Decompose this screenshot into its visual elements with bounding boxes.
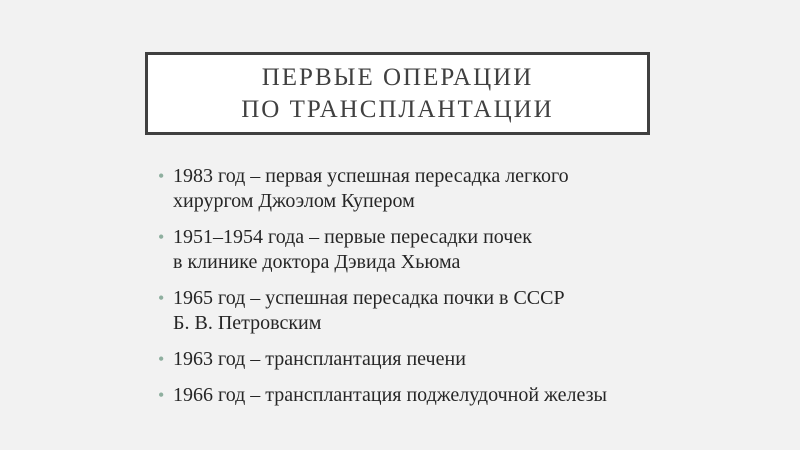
bullet-list (158, 164, 718, 419)
bullet-item-1963 (158, 347, 718, 372)
bullet-text-line-1: 1966 год – трансплантация поджелудочной железы (173, 384, 607, 406)
bullet-text-line-2: Б. В. Петровским (173, 312, 322, 334)
title-line-2: ПО ТРАНСПЛАНТАЦИИ (241, 95, 554, 123)
bullet-text-line-2: в клинике доктора Дэвида Хьюма (173, 251, 461, 273)
bullet-item-1966 (158, 383, 718, 408)
bullet-dot-icon: • (158, 349, 165, 369)
bullet-dot-icon: • (158, 227, 165, 247)
bullet-text-line-2: хирургом Джоэлом Купером (173, 190, 415, 212)
title-line-1: ПЕРВЫЕ ОПЕРАЦИИ (261, 63, 534, 91)
title-box (145, 52, 650, 135)
bullet-text-line-1: 1963 год – трансплантация печени (173, 348, 466, 370)
bullet-dot-icon: • (158, 288, 165, 308)
bullet-text-line-1: 1965 год – успешная пересадка почки в СССР (173, 287, 565, 309)
bullet-item-1983 (158, 164, 718, 214)
bullet-text-line-1: 1951–1954 года – первые пересадки почек (173, 226, 532, 248)
bullet-text-line-1: 1983 год – первая успешная пересадка легкого (173, 165, 569, 187)
bullet-dot-icon: • (158, 166, 165, 186)
bullet-dot-icon: • (158, 385, 165, 405)
bullet-item-1965 (158, 286, 718, 336)
bullet-item-1951 (158, 225, 718, 275)
